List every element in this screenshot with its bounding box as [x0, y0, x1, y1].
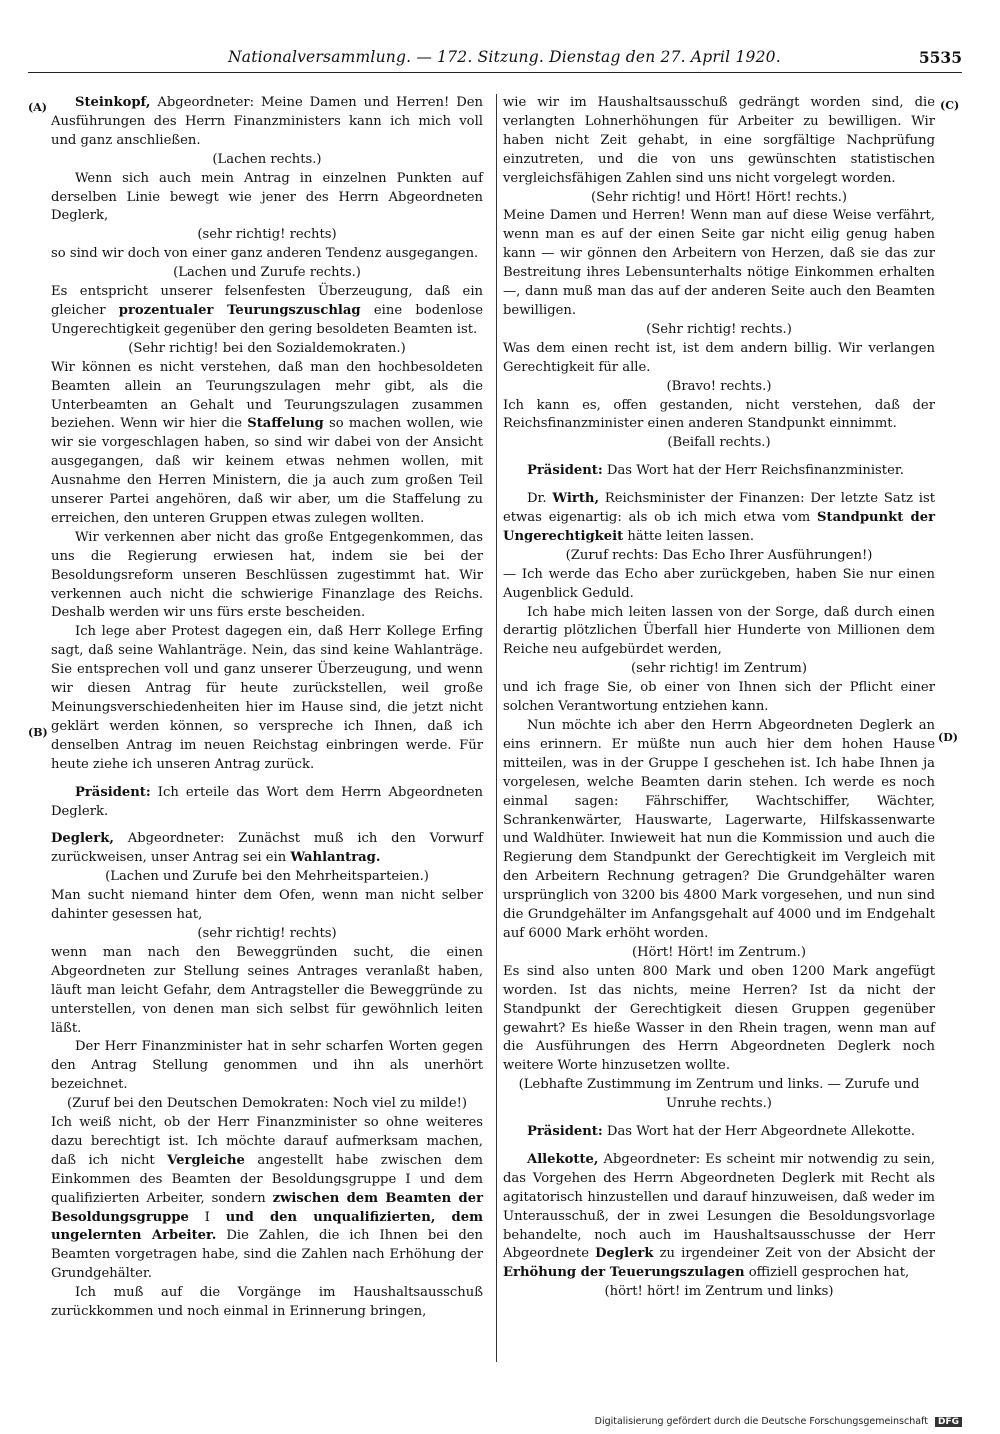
paragraph: Präsident: Das Wort hat der Herr Abgeordnete Allekotte. — [527, 1124, 916, 1140]
interjection: (Lachen und Zurufe rechts.) — [173, 265, 361, 281]
speaker-name: Präsident: — [527, 1124, 603, 1140]
paragraph: Wenn sich auch mein Antrag in einzelnen Punkten auf derselben Linie bewegt wie jener des Herrn Abgeordneten Deglerk, — [51, 170, 483, 224]
interjection: (Zuruf rechts: Das Echo Ihrer Ausführungen!) — [565, 547, 873, 563]
margin-mark-c: (C) — [940, 99, 960, 112]
speaker-name: Wirth, — [552, 491, 600, 507]
paragraph: — Ich werde das Echo aber zurückgeben, haben Sie nur einen Augenblick Geduld. — [503, 566, 935, 601]
dfg-logo: DFG — [935, 1417, 962, 1427]
paragraph: Was dem einen recht ist, ist dem andern billig. Wir verlangen Gerechtigkeit für alle. — [503, 340, 935, 375]
footer-text: Digitalisierung gefördert durch die Deutsche Forschungsgemeinschaft — [594, 1416, 928, 1427]
paragraph: Es entspricht unserer felsenfesten Überzeugung, daß ein gleicher prozentualer Teurungszuschlag eine bodenlose Ungerechtigkeit gegenüber den gering besoldeten Beamten ist. — [51, 284, 483, 337]
paragraph: Ich kann es, offen gestanden, nicht verstehen, daß der Reichsfinanzminister einen anderen Standpunkt einnimmt. — [503, 397, 935, 432]
speaker-name: Steinkopf, — [75, 95, 151, 110]
interjection: (sehr richtig! rechts) — [197, 227, 337, 243]
margin-mark-d: (D) — [938, 731, 958, 744]
speaker-name: Allekotte, — [527, 1151, 599, 1167]
page-header — [28, 48, 962, 70]
paragraph: Wir können es nicht verstehen, daß man den hochbesoldeten Beamten allein an Teurungszulagen mehr gibt, als die Unterbeamten an Gehalt und Teurungszulagen zusammen beziehen. Wenn wir hier die Staffelung so machen wollen, wie wir sie vorgeschlagen haben, so sind wir dabei von der Ansicht ausgegangen, daß wir keinem etwas nehmen wollen, mit Ausnahme den Herren Ministern, die ja auch zum großen Teil unserer Partei angehören, daß wir aber, um die Staffelung zu erreichen, den unteren Gruppen etwas zulegen wollten. — [51, 359, 483, 526]
right-column — [503, 94, 935, 1302]
speaker-name: Präsident: — [75, 784, 151, 800]
margin-mark-a: (A) — [28, 101, 47, 114]
paragraph: so sind wir doch von einer ganz anderen Tendenz ausgegangen. — [51, 246, 479, 262]
interjection: (Zuruf bei den Deutschen Demokraten: Noch viel zu milde!) — [66, 1096, 468, 1112]
interjection: (Sehr richtig! bei den Sozialdemokraten.) — [128, 340, 406, 356]
speaker-name: Deglerk, — [51, 831, 114, 847]
paragraph: Der Herr Finanzminister hat in sehr scharfen Worten gegen den Antrag Stellung genommen und ihn als unerhört bezeichnet. — [51, 1039, 483, 1093]
interjection: (hört! hört! im Zentrum und links) — [604, 1284, 834, 1300]
running-title: Nationalversammlung. — 172. Sitzung. Dienstag den 27. April 1920. — [228, 48, 781, 66]
paragraph: Es sind also unten 800 Mark und oben 1200 Mark angefügt worden. Ist das nichts, meine Herren? Ist da nicht der Standpunkt der Gerechtigkeit diesen Gruppen gegenüber gewahrt? Es hieße Wasser in den Rhein tragen, wenn man auf die Ausführungen des Herrn Abgeordneten Deglerk noch weitere Worte hinzusetzen wollte. — [503, 963, 935, 1074]
interjection: (Lebhafte Zustimmung im Zentrum und links. — Zurufe und Unruhe rechts.) — [518, 1077, 920, 1112]
paragraph: Präsident: Ich erteile das Wort dem Herrn Abgeordneten Deglerk. — [51, 784, 483, 819]
column-divider — [496, 94, 497, 1362]
header-rule — [28, 72, 962, 73]
interjection: (sehr richtig! rechts) — [197, 925, 337, 941]
paragraph: Steinkopf, Abgeordneter: Meine Damen und Herren! Den Ausführungen des Herrn Finanzministers kann ich mich voll und ganz anschließen. — [51, 95, 483, 148]
funding-footer — [595, 1416, 962, 1427]
interjection: (Lachen und Zurufe bei den Mehrheitsparteien.) — [105, 869, 429, 885]
paragraph: Ich habe mich leiten lassen von der Sorge, daß durch einen derartig plötzlichen Überfall hier Hunderte von Millionen dem Reiche neu aufgebürdet werden, — [503, 604, 935, 658]
paragraph: Präsident: Das Wort hat der Herr Reichsfinanzminister. — [527, 463, 904, 479]
paragraph: wie wir im Haushaltsausschuß gedrängt worden sind, die verlangten Lohnerhöhungen für Arbeiter zu bewilligen. Wir haben nicht Zeit gehabt, in eine sorgfältige Nachprüfung einzutreten, und die von uns gewünschten statistischen vergleichsfähigen Zahlen sind uns nicht vorgelegt worden. — [503, 95, 935, 186]
interjection: (Bravo! rechts.) — [666, 378, 772, 394]
paragraph: wenn man nach den Beweggründen sucht, die einen Abgeordneten zur Stellung seines Antrages veranlaßt haben, läuft man leicht Gefahr, dem Antragsteller die Beweggründe zu unterstellen, von denen man sich selbst für gewöhnlich leiten läßt. — [51, 944, 483, 1036]
paragraph: und ich frage Sie, ob einer von Ihnen sich der Pflicht einer solchen Verantwortung entziehen kann. — [503, 680, 935, 715]
paragraph: Deglerk, Abgeordneter: Zunächst muß ich den Vorwurf zurückweisen, unser Antrag sei ein Wahlantrag. — [51, 831, 483, 866]
paragraph: Ich weiß nicht, ob der Herr Finanzminister so ohne weiteres dazu berechtigt ist. Ich möchte darauf aufmerksam machen, daß ich nicht Vergleiche angestellt habe zwischen dem Einkommen des Beamten der Besoldungsgruppe I und dem qualifizierten Arbeiter, sondern zwischen dem Beamten der Besoldungsgruppe I und den unqualifizierten, dem ungelernten Arbeiter. Die Zahlen, die ich Ihnen bei den Beamten vorgetragen habe, sind die Zahlen nach Erhöhung der Grundgehälter. — [51, 1115, 483, 1282]
paragraph: Allekotte, Abgeordneter: Es scheint mir notwendig zu sein, das Vorgehen des Herrn Abgeordneten Deglerk mit Recht als agitatorisch hinzustellen und darauf hinzuweisen, daß weder im Unterausschuß, der in zwei Lesungen die Besoldungsvorlage behandelte, noch auch im Haushaltsausschusse der Herr Abgeordnete Deglerk zu irgendeiner Zeit von der Absicht der Erhöhung der Teuerungszulagen offiziell gesprochen hat, — [503, 1151, 935, 1281]
paragraph: Ich lege aber Protest dagegen ein, daß Herr Kollege Erfing sagt, daß seine Wahlanträge. Nein, das sind keine Wahlanträge. Sie entsprechen voll und ganz unserer Überzeugung, und wenn wir diesen Antrag für heute zurückstellen, weil große Meinungsverschiedenheiten hier im Hause sind, die jetzt nicht geklärt werden können, so verspreche ich Ihnen, daß ich denselben Antrag im neuen Reichstag einbringen werde. Für heute ziehe ich unseren Antrag zurück. — [51, 624, 483, 772]
paragraph: Wir verkennen aber nicht das große Entgegenkommen, das uns die Regierung erwiesen hat, indem sie bei der Besoldungsreform unseren Beschlüssen zugestimmt hat. Wir verkennen auch nicht die schwierige Finanzlage des Reichs. Deshalb werden wir uns fürs erste bescheiden. — [51, 529, 483, 621]
paragraph: Dr. Wirth, Reichsminister der Finanzen: Der letzte Satz ist etwas eigenartig: als ob ich mich etwa vom Standpunkt der Ungerechtigkeit hätte leiten lassen. — [503, 491, 935, 544]
interjection: (Sehr richtig! und Hört! Hört! rechts.) — [591, 189, 847, 205]
speaker-name: Präsident: — [527, 463, 603, 479]
interjection: (sehr richtig! im Zentrum) — [630, 661, 808, 677]
left-column — [51, 94, 483, 1322]
margin-mark-b: (B) — [28, 726, 48, 739]
paragraph: Meine Damen und Herren! Wenn man auf diese Weise verfährt, wenn man es auf der einen Seite gar nicht eilig genug haben kann — wir gönnen den Arbeitern von Herzen, daß sie das zur Bestreitung ihres Lebensunterhalts nötige Einkommen erhalten —, dann muß man das auf der anderen Seite auch den Beamten bewilligen. — [503, 208, 935, 318]
interjection: (Lachen rechts.) — [212, 151, 322, 167]
page-number: 5535 — [918, 48, 962, 67]
interjection: (Hört! Hört! im Zentrum.) — [632, 944, 806, 960]
interjection: (Beifall rechts.) — [667, 435, 771, 451]
interjection: (Sehr richtig! rechts.) — [646, 321, 792, 337]
paragraph: Ich muß auf die Vorgänge im Haushaltsausschuß zurückkommen und noch einmal in Erinnerung bringen, — [51, 1285, 483, 1320]
paragraph: Man sucht niemand hinter dem Ofen, wenn man nicht selber dahinter gesessen hat, — [51, 888, 483, 923]
paragraph: Nun möchte ich aber den Herrn Abgeordneten Deglerk an eins erinnern. Er müßte nun auch hier dem hohen Hause mitteilen, was in der Gruppe I geschehen ist. Ich habe Ihnen ja vorgelesen, welche Beamten darin stehen. Ich werde es noch einmal sagen: Fährschiffer, Wachtschiffer, Wächter, Schrankenwärter, Hauswarte, Lagerwarte, Hilfskassenwarte und Waldhüter. Inwieweit hat nun die Kommission und auch die Regierung dem Standpunkt der Gerechtigkeit im Vergleich mit den Arbeitern Rechnung getragen? Die Grundgehälter waren ursprünglich von 3200 bis 4800 Mark vorgesehen, und nun sind die Grundgehälter im Anfangsgehalt auf 4000 und im Endgehalt auf 6000 Mark erhöht worden. — [503, 718, 935, 941]
